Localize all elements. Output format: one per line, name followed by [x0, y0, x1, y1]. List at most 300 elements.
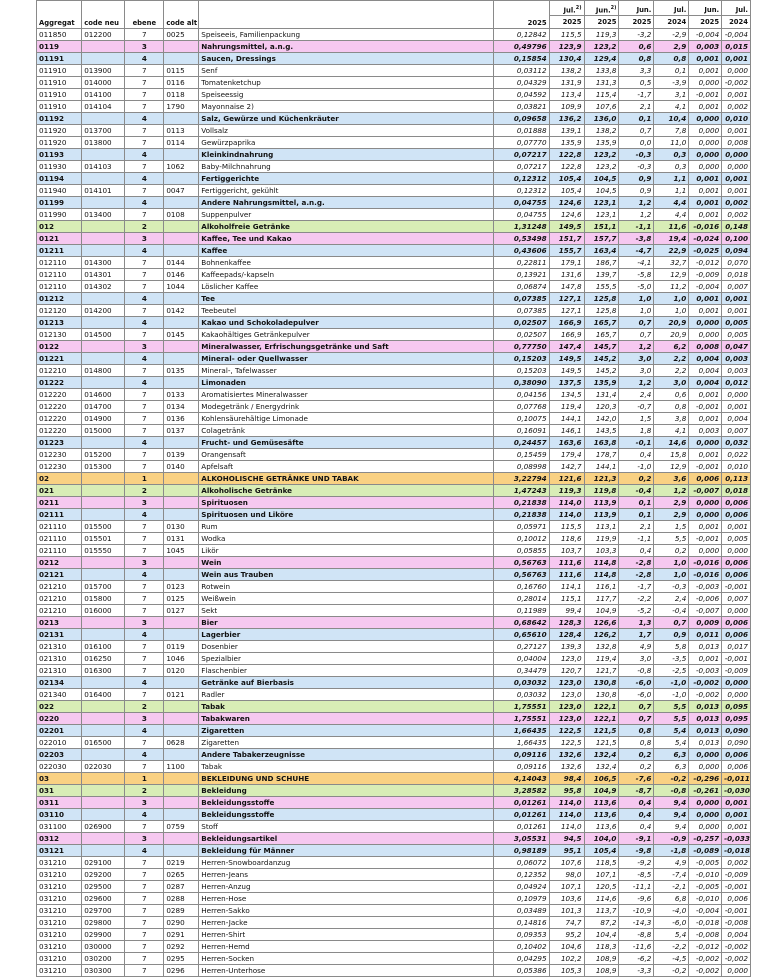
cell-aggregat: 021: [37, 485, 82, 497]
cell-code-neu: [82, 677, 125, 689]
cell-change-month: 0,8: [619, 53, 654, 65]
cell-ebene: 3: [125, 233, 164, 245]
table-row: [37, 509, 751, 521]
cell-contribution-year: 0,006: [722, 569, 751, 581]
cell-change-year: 5,5: [654, 713, 689, 725]
cell-code-neu: [82, 377, 125, 389]
cell-index-previous: 143,5: [584, 425, 619, 437]
cell-index-previous: 145,2: [584, 353, 619, 365]
cell-change-year: 2,4: [654, 593, 689, 605]
cell-contribution-month: -0,002: [689, 689, 722, 701]
cell-description: Herren-Sakko: [199, 905, 494, 917]
cell-change-month: 3,3: [619, 65, 654, 77]
cell-ebene: 7: [125, 665, 164, 677]
cell-index-current: 147,4: [549, 341, 584, 353]
cell-aggregat: 011910: [37, 101, 82, 113]
table-row: [37, 305, 751, 317]
table-row: [37, 701, 751, 713]
cell-weight: 3,05531: [494, 833, 549, 845]
cell-change-month: -1,7: [619, 89, 654, 101]
cell-ebene: 7: [125, 761, 164, 773]
cell-code-neu: 014104: [82, 101, 125, 113]
cell-index-previous: 132,4: [584, 761, 619, 773]
cell-index-previous: 145,2: [584, 365, 619, 377]
cell-code-neu: [82, 629, 125, 641]
cell-contribution-year: 0,002: [722, 209, 751, 221]
table-row: [37, 593, 751, 605]
cell-weight: 0,08998: [494, 461, 549, 473]
cell-aggregat: 0119: [37, 41, 82, 53]
cell-ebene: 3: [125, 617, 164, 629]
cell-ebene: 3: [125, 557, 164, 569]
cell-index-previous: 122,1: [584, 713, 619, 725]
cell-description: Bekleidungsartikel: [199, 833, 494, 845]
cell-code-alt: 1044: [164, 281, 199, 293]
cell-code-neu: [82, 473, 125, 485]
cell-index-previous: 157,7: [584, 233, 619, 245]
cell-index-previous: 139,7: [584, 269, 619, 281]
cell-code-alt: 0121: [164, 689, 199, 701]
cell-code-alt: [164, 617, 199, 629]
cell-contribution-month: 0,001: [689, 521, 722, 533]
cell-code-neu: 029100: [82, 857, 125, 869]
cell-change-year: -0,3: [654, 581, 689, 593]
cell-description: Saucen, Dressings: [199, 53, 494, 65]
cell-contribution-month: -0,296: [689, 773, 722, 785]
table-row: [37, 845, 751, 857]
cell-contribution-year: 0,000: [722, 389, 751, 401]
cell-ebene: 4: [125, 293, 164, 305]
cell-change-year: 10,4: [654, 113, 689, 125]
cell-description: Herren-Socken: [199, 953, 494, 965]
cell-description: Bier: [199, 617, 494, 629]
cell-index-current: 114,0: [549, 797, 584, 809]
cell-code-neu: 015501: [82, 533, 125, 545]
cell-index-previous: 121,5: [584, 737, 619, 749]
table-row: [37, 929, 751, 941]
cell-index-current: 179,1: [549, 257, 584, 269]
cell-change-year: 14,6: [654, 437, 689, 449]
cell-code-neu: [82, 221, 125, 233]
cell-index-previous: 115,4: [584, 89, 619, 101]
cell-index-current: 139,3: [549, 641, 584, 653]
cell-index-current: 119,3: [549, 485, 584, 497]
cell-index-current: 107,6: [549, 857, 584, 869]
cell-aggregat: 021310: [37, 653, 82, 665]
cell-contribution-year: -0,002: [722, 941, 751, 953]
table-row: [37, 857, 751, 869]
cell-aggregat: 021110: [37, 545, 82, 557]
cell-code-alt: [164, 701, 199, 713]
cell-weight: 0,04755: [494, 197, 549, 209]
cell-change-year: 11,0: [654, 137, 689, 149]
cell-index-current: 104,6: [549, 941, 584, 953]
cell-code-neu: 014500: [82, 329, 125, 341]
cell-description: Flaschenbier: [199, 665, 494, 677]
cell-index-previous: 123,1: [584, 209, 619, 221]
cell-ebene: 2: [125, 221, 164, 233]
cell-ebene: 2: [125, 701, 164, 713]
cell-index-previous: 119,3: [584, 29, 619, 41]
cell-contribution-month: -0,261: [689, 785, 722, 797]
cell-contribution-month: -0,001: [689, 533, 722, 545]
cell-index-current: 128,3: [549, 617, 584, 629]
cell-description: Weißwein: [199, 593, 494, 605]
cell-index-previous: 165,7: [584, 329, 619, 341]
cell-change-month: -1,1: [619, 533, 654, 545]
cell-change-year: 20,9: [654, 317, 689, 329]
table-row: [37, 425, 751, 437]
cell-change-year: -1,0: [654, 689, 689, 701]
cell-contribution-month: -0,016: [689, 557, 722, 569]
cell-aggregat: 031210: [37, 929, 82, 941]
cell-contribution-year: 0,004: [722, 929, 751, 941]
col-header-contribution-year: Jul.: [722, 1, 751, 16]
cell-aggregat: 031210: [37, 857, 82, 869]
cell-index-current: 109,9: [549, 101, 584, 113]
cell-index-current: 94,5: [549, 833, 584, 845]
table-row: [37, 245, 751, 257]
cell-index-previous: 130,8: [584, 677, 619, 689]
cell-description: Herren-Unterhose: [199, 965, 494, 977]
cell-weight: 0,53498: [494, 233, 549, 245]
cell-weight: 0,05386: [494, 965, 549, 977]
cell-contribution-year: 0,010: [722, 113, 751, 125]
cell-contribution-month: 0,000: [689, 77, 722, 89]
cell-change-year: 9,4: [654, 809, 689, 821]
cell-index-previous: 114,8: [584, 557, 619, 569]
table-row: [37, 569, 751, 581]
cell-ebene: 3: [125, 713, 164, 725]
cell-index-current: 74,7: [549, 917, 584, 929]
cell-index-current: 114,0: [549, 509, 584, 521]
cell-aggregat: 0213: [37, 617, 82, 629]
cell-description: Herren-Hose: [199, 893, 494, 905]
cell-change-month: 0,9: [619, 185, 654, 197]
cell-index-current: 101,3: [549, 905, 584, 917]
cell-code-neu: 013400: [82, 209, 125, 221]
cell-contribution-year: 0,005: [722, 533, 751, 545]
cell-code-neu: 014800: [82, 365, 125, 377]
cell-change-month: 1,0: [619, 293, 654, 305]
cell-description: Suppenpulver: [199, 209, 494, 221]
cell-change-month: 0,9: [619, 173, 654, 185]
cell-ebene: 7: [125, 185, 164, 197]
cell-contribution-year: 0,001: [722, 125, 751, 137]
cell-contribution-month: 0,001: [689, 173, 722, 185]
table-row: [37, 713, 751, 725]
cell-contribution-month: 0,000: [689, 437, 722, 449]
cell-index-previous: 113,6: [584, 809, 619, 821]
col-header-contribution-month-year: 2025: [689, 16, 722, 29]
cell-description: Rotwein: [199, 581, 494, 593]
cell-change-year: 0,8: [654, 53, 689, 65]
cell-code-neu: 016500: [82, 737, 125, 749]
cell-index-previous: 117,7: [584, 593, 619, 605]
cell-contribution-month: 0,000: [689, 545, 722, 557]
cell-code-alt: 0295: [164, 953, 199, 965]
cell-index-previous: 104,9: [584, 785, 619, 797]
cell-contribution-month: 0,000: [689, 317, 722, 329]
cell-contribution-month: 0,001: [689, 209, 722, 221]
cell-weight: 0,01261: [494, 809, 549, 821]
cell-contribution-month: 0,001: [689, 197, 722, 209]
cell-index-current: 121,6: [549, 473, 584, 485]
cell-aggregat: 031210: [37, 869, 82, 881]
cell-aggregat: 0212: [37, 557, 82, 569]
cell-code-neu: [82, 701, 125, 713]
table-row: [37, 797, 751, 809]
cell-aggregat: 031: [37, 785, 82, 797]
cell-contribution-month: 0,008: [689, 341, 722, 353]
cell-index-previous: 125,8: [584, 293, 619, 305]
cell-change-year: -1,8: [654, 845, 689, 857]
cell-index-previous: 104,5: [584, 173, 619, 185]
cell-description: Bekleidungsstoffe: [199, 809, 494, 821]
cell-weight: 0,07217: [494, 149, 549, 161]
cell-weight: 0,56763: [494, 557, 549, 569]
cell-contribution-month: 0,000: [689, 329, 722, 341]
cell-index-current: 98,0: [549, 869, 584, 881]
cell-code-neu: [82, 617, 125, 629]
cell-contribution-year: 0,001: [722, 401, 751, 413]
cell-contribution-year: 0,001: [722, 521, 751, 533]
cell-change-year: 1,5: [654, 521, 689, 533]
table-row: [37, 833, 751, 845]
cell-index-current: 166,9: [549, 329, 584, 341]
cell-contribution-month: 0,000: [689, 797, 722, 809]
cell-code-neu: 015300: [82, 461, 125, 473]
cell-code-alt: [164, 437, 199, 449]
cell-contribution-year: 0,070: [722, 257, 751, 269]
cell-contribution-year: 0,006: [722, 893, 751, 905]
cell-ebene: 7: [125, 329, 164, 341]
cell-code-alt: 0142: [164, 305, 199, 317]
cell-change-year: 5,5: [654, 533, 689, 545]
cell-change-year: 22,9: [654, 245, 689, 257]
cell-change-year: 0,1: [654, 65, 689, 77]
table-row: [37, 317, 751, 329]
cell-index-current: 123,0: [549, 677, 584, 689]
cell-ebene: 7: [125, 653, 164, 665]
cell-index-previous: 138,2: [584, 125, 619, 137]
cell-ebene: 3: [125, 833, 164, 845]
cell-code-neu: 016100: [82, 641, 125, 653]
cell-aggregat: 02121: [37, 569, 82, 581]
table-row: [37, 353, 751, 365]
cell-index-current: 123,9: [549, 41, 584, 53]
cell-change-month: -8,8: [619, 929, 654, 941]
cell-weight: 0,77750: [494, 341, 549, 353]
cell-code-neu: 030000: [82, 941, 125, 953]
cell-change-month: -10,9: [619, 905, 654, 917]
cell-description: Teebeutel: [199, 305, 494, 317]
cell-ebene: 7: [125, 257, 164, 269]
cell-weight: 0,09116: [494, 749, 549, 761]
cell-code-alt: [164, 485, 199, 497]
cell-index-previous: 103,3: [584, 545, 619, 557]
cell-description: BEKLEIDUNG UND SCHUHE: [199, 773, 494, 785]
cell-code-neu: [82, 437, 125, 449]
cell-code-neu: [82, 149, 125, 161]
cell-code-neu: 014302: [82, 281, 125, 293]
cell-change-year: 1,2: [654, 485, 689, 497]
cell-contribution-year: 0,095: [722, 701, 751, 713]
col-header-index-current: Jul.$^{2)}$: [549, 1, 584, 16]
cell-code-alt: 0119: [164, 641, 199, 653]
table-row: [37, 677, 751, 689]
cell-change-year: -2,2: [654, 941, 689, 953]
cell-description: Modegetränk / Energydrink: [199, 401, 494, 413]
cell-index-previous: 155,5: [584, 281, 619, 293]
cell-description: Vollsalz: [199, 125, 494, 137]
cell-weight: 0,07770: [494, 137, 549, 149]
cell-contribution-year: 0,094: [722, 245, 751, 257]
cell-aggregat: 01199: [37, 197, 82, 209]
cell-aggregat: 01213: [37, 317, 82, 329]
cell-code-neu: 029700: [82, 905, 125, 917]
cell-description: Zigaretten: [199, 737, 494, 749]
col-header-index-previous-year: 2025: [584, 16, 619, 29]
cell-contribution-year: 0,001: [722, 293, 751, 305]
cell-code-alt: [164, 497, 199, 509]
cell-description: Bekleidung: [199, 785, 494, 797]
cell-code-alt: 1100: [164, 761, 199, 773]
table-row: [37, 761, 751, 773]
cell-code-alt: [164, 317, 199, 329]
cell-index-current: 179,4: [549, 449, 584, 461]
cell-index-current: 151,7: [549, 233, 584, 245]
cell-contribution-year: 0,006: [722, 557, 751, 569]
cell-contribution-year: -0,002: [722, 77, 751, 89]
cell-description: Wein: [199, 557, 494, 569]
table-row: [37, 869, 751, 881]
cell-description: Lagerbier: [199, 629, 494, 641]
cell-contribution-month: 0,001: [689, 101, 722, 113]
cell-contribution-month: 0,001: [689, 293, 722, 305]
cell-change-year: 6,3: [654, 749, 689, 761]
cell-aggregat: 02201: [37, 725, 82, 737]
cell-code-neu: [82, 317, 125, 329]
cell-change-year: 1,0: [654, 305, 689, 317]
cell-code-neu: 012200: [82, 29, 125, 41]
cell-index-previous: 104,5: [584, 185, 619, 197]
cell-contribution-month: 0,001: [689, 305, 722, 317]
cell-index-current: 132,6: [549, 749, 584, 761]
cell-code-alt: 0113: [164, 125, 199, 137]
table-row: [37, 917, 751, 929]
cell-code-neu: [82, 485, 125, 497]
cell-index-current: 118,6: [549, 533, 584, 545]
cell-change-month: -6,0: [619, 689, 654, 701]
cell-code-alt: 0136: [164, 413, 199, 425]
cell-weight: 0,04755: [494, 209, 549, 221]
cell-code-alt: 0144: [164, 257, 199, 269]
cell-index-previous: 165,7: [584, 317, 619, 329]
cell-description: Apfelsaft: [199, 461, 494, 473]
cell-aggregat: 031210: [37, 953, 82, 965]
cell-code-alt: 0139: [164, 449, 199, 461]
cell-contribution-month: 0,000: [689, 497, 722, 509]
cell-change-year: 12,9: [654, 461, 689, 473]
cell-ebene: 4: [125, 377, 164, 389]
cell-change-month: 1,5: [619, 413, 654, 425]
cell-change-year: 2,9: [654, 497, 689, 509]
cell-index-previous: 113,9: [584, 497, 619, 509]
cell-ebene: 7: [125, 953, 164, 965]
cell-code-neu: 015800: [82, 593, 125, 605]
table-row: [37, 641, 751, 653]
cell-ebene: 4: [125, 317, 164, 329]
cell-aggregat: 011930: [37, 161, 82, 173]
cell-index-previous: 113,1: [584, 521, 619, 533]
cell-change-year: 4,4: [654, 209, 689, 221]
cell-change-month: 0,7: [619, 329, 654, 341]
cell-ebene: 4: [125, 197, 164, 209]
cell-weight: 0,03821: [494, 101, 549, 113]
cell-code-neu: [82, 173, 125, 185]
cell-change-year: 9,4: [654, 821, 689, 833]
table-row: [37, 269, 751, 281]
cell-index-current: 103,7: [549, 545, 584, 557]
cell-description: Herren-Jeans: [199, 869, 494, 881]
cell-change-month: 3,0: [619, 653, 654, 665]
cell-code-alt: [164, 773, 199, 785]
cell-contribution-month: -0,005: [689, 857, 722, 869]
cell-contribution-year: 0,047: [722, 341, 751, 353]
cell-aggregat: 011910: [37, 65, 82, 77]
cell-weight: 0,04329: [494, 77, 549, 89]
cell-weight: 0,13921: [494, 269, 549, 281]
cell-aggregat: 011910: [37, 77, 82, 89]
cell-index-previous: 132,4: [584, 749, 619, 761]
table-row: [37, 341, 751, 353]
cell-code-alt: [164, 725, 199, 737]
cell-description: Baby-Milchnahrung: [199, 161, 494, 173]
cell-contribution-year: 0,001: [722, 53, 751, 65]
cell-description: Alkoholische Getränke: [199, 485, 494, 497]
col-header-change-month: Jun.: [619, 1, 654, 16]
cell-change-month: -0,1: [619, 437, 654, 449]
cell-code-alt: 0131: [164, 533, 199, 545]
cell-code-alt: 0120: [164, 665, 199, 677]
cell-description: Bekleidungsstoffe: [199, 797, 494, 809]
cell-aggregat: 02111: [37, 509, 82, 521]
cell-contribution-year: -0,001: [722, 881, 751, 893]
cell-index-previous: 107,6: [584, 101, 619, 113]
cell-weight: 0,07768: [494, 401, 549, 413]
table-row: [37, 689, 751, 701]
cell-change-month: -3,8: [619, 233, 654, 245]
cell-ebene: 7: [125, 869, 164, 881]
cell-change-year: 2,2: [654, 365, 689, 377]
cell-code-alt: 0123: [164, 581, 199, 593]
cell-weight: 0,12352: [494, 869, 549, 881]
cell-contribution-year: 0,007: [722, 281, 751, 293]
cell-change-month: 1,2: [619, 197, 654, 209]
cell-change-month: -9,2: [619, 857, 654, 869]
cell-weight: 0,38090: [494, 377, 549, 389]
cell-description: Tabak: [199, 761, 494, 773]
cell-change-year: 1,1: [654, 185, 689, 197]
cell-contribution-month: -0,001: [689, 461, 722, 473]
cell-contribution-year: 0,010: [722, 461, 751, 473]
table-row: [37, 617, 751, 629]
cell-contribution-month: 0,000: [689, 749, 722, 761]
cell-code-neu: [82, 245, 125, 257]
cell-change-year: -2,9: [654, 29, 689, 41]
cell-ebene: 7: [125, 941, 164, 953]
